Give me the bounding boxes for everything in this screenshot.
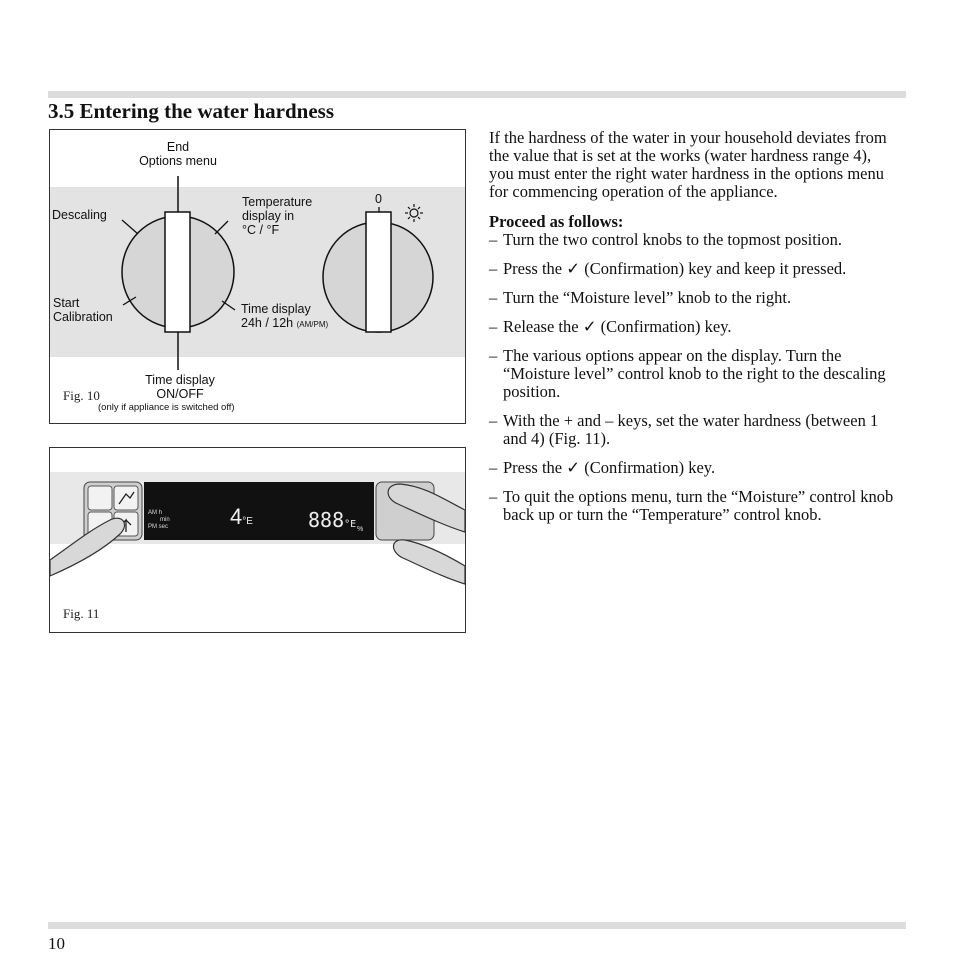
- moisture-knob-grip: [366, 212, 391, 332]
- temperature-label: Temperature display in °C / °F: [242, 195, 313, 237]
- onoff-note: (only if appliance is switched off): [98, 402, 235, 413]
- list-item: – With the + and – keys, set the water hardness (between 1 and 4) (Fig. 11).: [489, 411, 879, 448]
- figure-10: [49, 129, 466, 424]
- steps-list: [489, 231, 899, 524]
- descaling-label: Descaling: [52, 208, 107, 222]
- steps-heading: Proceed as follows:: [489, 212, 624, 231]
- descale-key: [88, 486, 112, 510]
- onoff-label: Time display ON/OFF: [145, 373, 215, 401]
- section-title: 3.5 Entering the water hardness: [48, 99, 335, 123]
- temperature-knob-grip: [165, 212, 190, 332]
- fig10-caption: Fig. 10: [63, 388, 100, 403]
- list-item: – The various options appear on the display. Turn the “Moisture level” control knob to the right to the descaling position.: [489, 346, 886, 401]
- lcd-digit: 4°E: [230, 504, 253, 529]
- lcd-time-units: AM h min PM sec: [148, 510, 170, 530]
- time-display-label: Time display 24h / 12h (AM/PM): [241, 302, 329, 330]
- list-item: – Release the ✓ (Confirmation) key.: [489, 317, 732, 336]
- instructions-column: [489, 129, 899, 535]
- fig11-caption: Fig. 11: [63, 606, 100, 621]
- figure-11: [49, 447, 466, 633]
- right-finger-bottom: [393, 540, 465, 584]
- knob-diagram: [50, 130, 465, 423]
- list-item: – To quit the options menu, turn the “Moisture” control knob back up or turn the “Temperature” control knob.: [489, 487, 894, 524]
- control-panel-illustration: [50, 448, 465, 632]
- list-item: – Turn the two control knobs to the topmost position.: [489, 230, 843, 249]
- top-rule: [48, 91, 906, 98]
- start-calibration-label: Start Calibration: [53, 296, 113, 324]
- page-number: 10: [48, 934, 65, 953]
- intro-paragraph: If the hardness of the water in your household deviates from the value that is set at the works (water hardness range 4), you must enter the right water hardness in the options menu for commencing operation of the appliance.: [489, 128, 887, 201]
- list-item: – Press the ✓ (Confirmation) key and keep it pressed.: [489, 259, 847, 278]
- lcd-readout: 888°E: [308, 508, 357, 532]
- lcd-percent: %: [357, 526, 364, 533]
- list-item: – Press the ✓ (Confirmation) key.: [489, 458, 716, 477]
- end-label: End Options menu: [139, 140, 217, 168]
- bottom-rule: [48, 922, 906, 929]
- zero-mark: 0: [375, 192, 382, 206]
- moisture-key: [114, 486, 138, 510]
- list-item: – Turn the “Moisture level” knob to the right.: [489, 288, 792, 307]
